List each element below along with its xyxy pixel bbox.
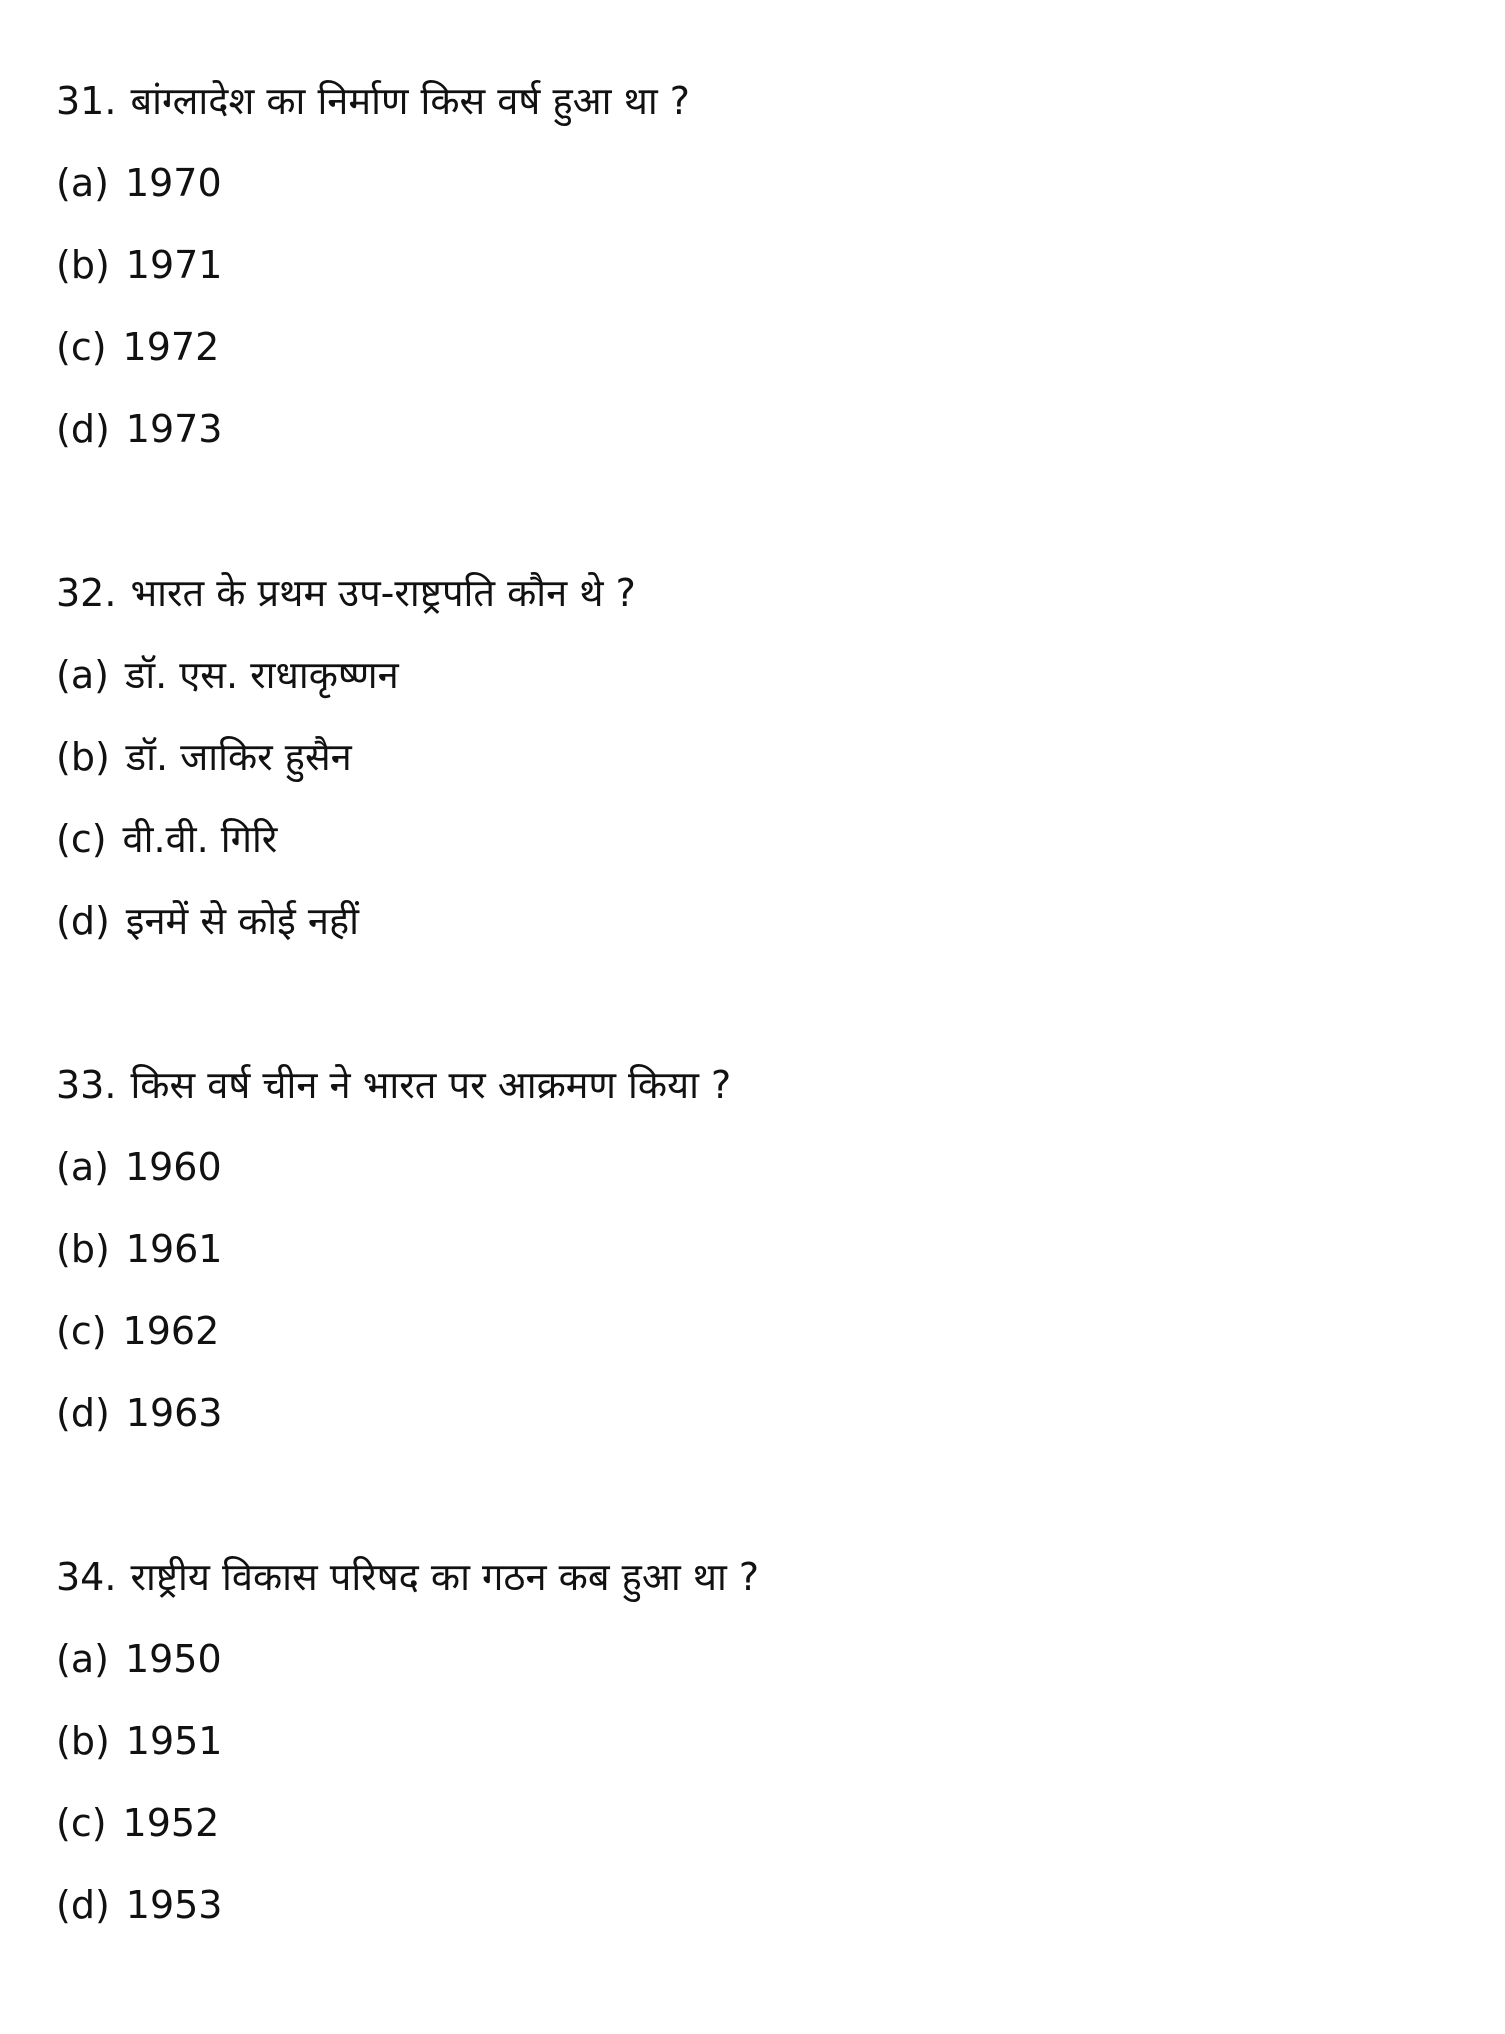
option-letter: (a)	[56, 653, 109, 697]
option-c	[56, 306, 1456, 388]
question-title	[56, 1536, 1456, 1618]
option-letter: (d)	[56, 1391, 110, 1435]
option-text: वी.वी. गिरि	[122, 817, 278, 861]
question-31	[56, 60, 1456, 470]
option-a	[56, 634, 1456, 716]
option-text: डॉ. एस. राधाकृष्णन	[124, 653, 399, 697]
option-b	[56, 1700, 1456, 1782]
option-text: 1973	[125, 407, 223, 451]
option-letter: (b)	[56, 243, 110, 287]
question-text: राष्ट्रीय विकास परिषद का गठन कब हुआ था ?	[130, 1555, 760, 1599]
option-letter: (b)	[56, 735, 110, 779]
question-number: 34.	[56, 1555, 117, 1599]
option-d	[56, 1372, 1456, 1454]
option-text: 1970	[124, 161, 222, 205]
option-text: 1972	[122, 325, 220, 369]
option-text: 1952	[122, 1801, 220, 1845]
option-c	[56, 1290, 1456, 1372]
question-number: 32.	[56, 571, 117, 615]
question-number: 33.	[56, 1063, 117, 1107]
option-b	[56, 1208, 1456, 1290]
option-text: 1953	[125, 1883, 223, 1927]
question-title	[56, 60, 1456, 142]
option-text: 1961	[125, 1227, 223, 1271]
option-a	[56, 142, 1456, 224]
question-text: भारत के प्रथम उप-राष्ट्रपति कौन थे ?	[130, 571, 636, 615]
option-d	[56, 880, 1456, 962]
option-text: 1962	[122, 1309, 220, 1353]
question-title	[56, 1044, 1456, 1126]
question-text: बांग्लादेश का निर्माण किस वर्ष हुआ था ?	[130, 79, 690, 123]
option-letter: (c)	[56, 817, 107, 861]
question-34	[56, 1536, 1456, 1946]
option-letter: (d)	[56, 1883, 110, 1927]
option-text: 1951	[125, 1719, 223, 1763]
option-text: 1950	[124, 1637, 222, 1681]
question-33	[56, 1044, 1456, 1454]
option-text: 1960	[124, 1145, 222, 1189]
option-text: 1963	[125, 1391, 223, 1435]
option-text: 1971	[125, 243, 223, 287]
option-letter: (d)	[56, 899, 110, 943]
option-b	[56, 224, 1456, 306]
option-letter: (a)	[56, 1637, 109, 1681]
option-letter: (a)	[56, 1145, 109, 1189]
option-letter: (d)	[56, 407, 110, 451]
option-d	[56, 1864, 1456, 1946]
question-32	[56, 552, 1456, 962]
option-letter: (a)	[56, 161, 109, 205]
option-b	[56, 716, 1456, 798]
question-text: किस वर्ष चीन ने भारत पर आक्रमण किया ?	[130, 1063, 732, 1107]
question-number: 31.	[56, 79, 117, 123]
option-letter: (c)	[56, 325, 107, 369]
option-letter: (c)	[56, 1309, 107, 1353]
option-letter: (c)	[56, 1801, 107, 1845]
option-letter: (b)	[56, 1227, 110, 1271]
question-title	[56, 552, 1456, 634]
option-text: इनमें से कोई नहीं	[125, 899, 359, 943]
option-c	[56, 1782, 1456, 1864]
option-d	[56, 388, 1456, 470]
option-a	[56, 1618, 1456, 1700]
option-text: डॉ. जाकिर हुसैन	[125, 735, 352, 779]
option-letter: (b)	[56, 1719, 110, 1763]
option-a	[56, 1126, 1456, 1208]
option-c	[56, 798, 1456, 880]
